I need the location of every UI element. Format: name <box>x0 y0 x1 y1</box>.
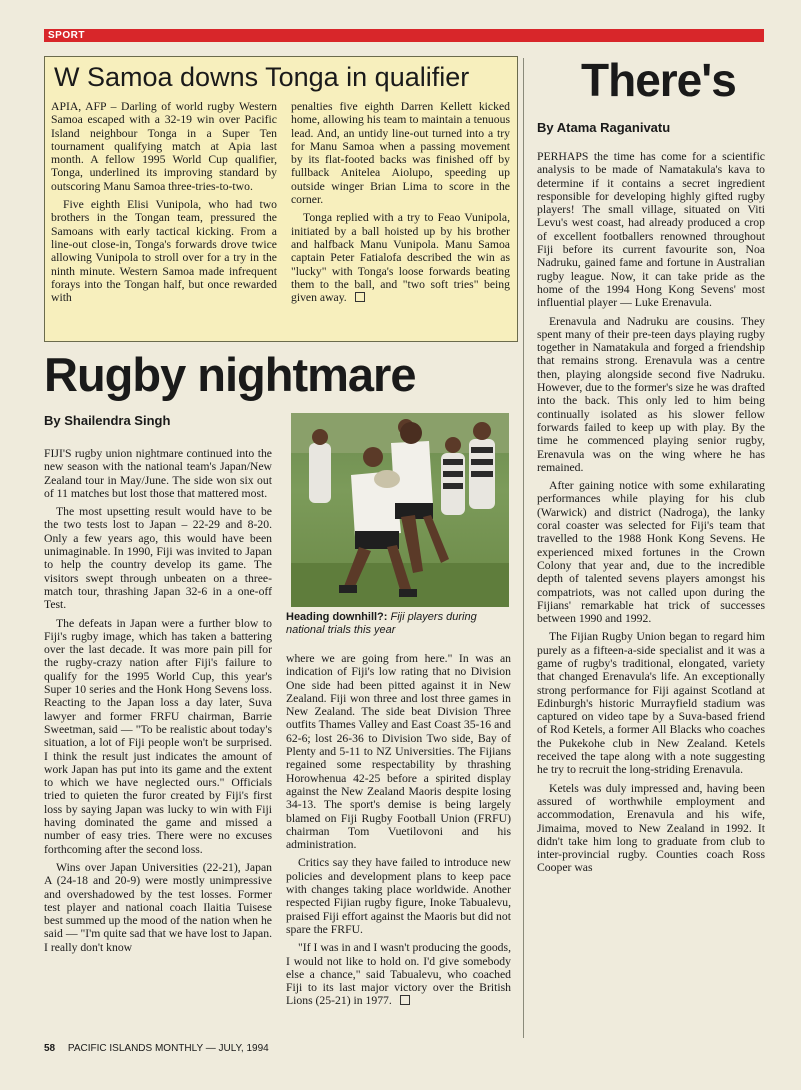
samoa-column-2 <box>291 100 510 309</box>
rugby-col1-para: The most upsetting result would have to be the two tests lost to Japan – 22-29 and 8-20. Only a few years ago, this would have been unimaginable. In 1990, Fiji was invited to Japan to help the country develop its game. The visitors swept through unbeaten on a three-match tour, thrashing Japan 32-6 in a one-off Test. <box>44 505 272 612</box>
rugby-col1-para: FIJI'S rugby union nightmare continued into the new season with the national team's Japan/New Zealand tour in May/June. The side won six out of 11 matches but lost those that mattered most. <box>44 447 272 500</box>
theres-para: Ketels was duly impressed and, having been assured of worthwhile employment and accommodation, Erenavula and his wife, Jimaima, moved to New Zealand in 1992. It didn't take him long to graduate from club to inter-provincial rugby. Counties coach Ross Cooper was <box>537 781 765 875</box>
theres-byline: By Atama Raganivatu <box>537 120 671 135</box>
page-footer <box>44 1043 269 1055</box>
samoa-col2-para: Tonga replied with a try to Feao Vunipola, initiated by a ball hoisted up by his brother and halfback Manu Vunipola. Manu Samoa captain Peter Fatialofa described the win as "lucky" with Tonga's loose forwards beating them to the ball, and "two soft tries" being given away. <box>291 211 510 305</box>
rugby-col1-para: The defeats in Japan were a further blow to Fiji's rugby image, which has taken a battering over the last decade. It was more pain pill for the rugby-crazy nation after Fiji's failure to qualify for the 1995 World Cup, this year's Super 10 series and the Honk Hong Sevens loss. Reacting to the Japan loss a day later, Suva lawyer and former FRFU chairman, Barrie Sweetman, said — "To be realistic about today's situation, a lot of Fiji people won't be surprised. I think the result just indicates the amount of work Japan has put into its game and the extent to which we have neglected ours." Officials tried to quieten the furor created by Fiji's first loss by saying Japan was lucky to win with Fiji having dominated the game and missed a number of easy tries. There were no excuses forthcoming after the second loss. <box>44 616 272 856</box>
rugby-photo <box>291 413 509 607</box>
theres-para: PERHAPS the time has come for a scientific analysis to be made of Namatakula's kava to determine if it contains a secret ingredient responsible for developing highly gifted rugby players! The small village, situated on Viti Levu's west coast, had already produced a crop of excellent footballers renowned throughout Fiji before its current favourite son, Noa Nadruku, gained fame and fortune in Australian rugby league. Now, it can take pride as the home of the 1994 Hong Kong Sevens' most influential player — Luke Erenavula. <box>537 150 765 310</box>
theres-headline: There's <box>581 54 736 106</box>
theres-para: After gaining notice with some exhilarating performances while playing for his club (Warwick) and district (Nadroga), the lanky coral coaster was selected for Fiji's team that travelled to the 1988 Honk Kong Sevens. He experienced mixed fortunes in the Crown Colony that year and, due to the incredible depth of talented sevens players amongst his compatriots, was not called upon during the Fijians' remarkable hat trick of successes between 1990 and 1992. <box>537 479 765 626</box>
samoa-headline: W Samoa downs Tonga in qualifier <box>54 62 470 92</box>
rugby-byline: By Shailendra Singh <box>44 413 171 428</box>
theres-column <box>537 150 765 880</box>
rugby-col2-para: Critics say they have failed to introduce new policies and development plans to keep pace with changes taking place worldwide. Another respected Fijian rugby figure, Inoke Tabualevu, praised Fiji effort against the Maoris but did not spare the FRFU. <box>286 856 511 936</box>
samoa-col1-para: Five eighth Elisi Vunipola, who had two brothers in the Tongan team, pressured the Samoans with early tactical kicking. From a line-out close-in, Tonga's forwards drove twice allowing Vunipola to stroll over for a try in the ninth minute. Western Samoa made infrequent forays into the Tongan half, but once rewarded with <box>51 198 277 305</box>
column-divider <box>523 58 524 1038</box>
publication-line: PACIFIC ISLANDS MONTHLY — JULY, 1994 <box>67 1043 269 1054</box>
samoa-col1-para: APIA, AFP – Darling of world rugby Western Samoa escaped with a 32-19 win over Pacific Island neighbour Tonga in a Super Ten tournament qualifying match at Apia last month. A fellow 1995 World Cup qualifier, Tonga, underlined its improving standard by outscoring Manu Samoa three-tries-to-two. <box>51 100 277 193</box>
caption-lead: Heading downhill?: <box>286 611 388 623</box>
caption-text: Fiji players during national trials this year <box>286 611 477 636</box>
photo-caption <box>286 611 514 637</box>
rugby-col2-para: where we are going from here." In was an indication of Fiji's low rating that no Division One side had been pitted against it in New Zealand. Fiji won three and lost three games in New Zealand. The side beat Division Three outfits Thames Valley and East Coast 35-16 and 62-6; lost 26-36 to Division Two side, Bay of Plenty and 5-11 to NZ Universities. The Fijians regained some respectability by thrashing Horowhenua 42-25 before a spirited display against the New Zealand Maoris despite losing 34-13. The sport's demise is being largely blamed on Fiji Rugby Football Union (FRFU) chairman Tom Vuetilovoni and his administration. <box>286 652 511 852</box>
rugby-column-2 <box>286 652 511 1013</box>
end-mark-icon <box>400 995 410 1005</box>
section-bar <box>44 29 764 42</box>
rugby-headline: Rugby nightmare <box>44 348 416 401</box>
rugby-column-1 <box>44 447 272 959</box>
end-mark-icon <box>355 292 365 302</box>
page-number: 58 <box>44 1043 56 1054</box>
section-tag: SPORT <box>48 30 85 41</box>
rugby-players-illustration <box>291 413 509 607</box>
samoa-col2-para: penalties five eighth Darren Kellett kicked home, allowing his team to maintain a tenuous lead. And, an untidy line-out turned into a try for Manu Samoa when a passing movement by its flat-footed backs was finished off by fullback Anitelea Aiolupo, speeding up outside winger Brian Lima to score in the corner. <box>291 100 510 207</box>
samoa-column-1 <box>51 100 277 309</box>
theres-para: Erenavula and Nadruku are cousins. They spent many of their pre-teen days playing rugby together in Namatakula and forged a friendship that remains strong. Erenavula was a centre then, playing alongside second five Nadruku. However, due to the former's size he was drafted into the back. This only led to him being continually isolated as his slower fellow forwards failed to keep up with play. By the time he commenced playing senior rugby, Erenavula was on the wing where he has remained. <box>537 314 765 474</box>
rugby-col2-para: "If I was in and I wasn't producing the goods, I would not like to hold on. I'd give somebody else a chance," said Tabualevu, who coached Fiji to its last major victory over the British Lions (25-21) in 1977. <box>286 941 511 1008</box>
rugby-col1-para: Wins over Japan Universities (22-21), Japan A (24-18 and 20-9) were mostly unimpressive and overshadowed by the test losses. Former test player and national coach Ilaitia Tuisese best summed up the mood of the nation when he said — "I'm quite sad that we have lost to Japan. I really don't know <box>44 860 272 954</box>
theres-para: The Fijian Rugby Union began to regard him purely as a fifteen-a-side specialist and it was a game of rugby's traditional, elongated, variety that changed Erenavula's life. An exceptionally strong performance for Fiji against Scotland at Edinburgh's historic Murrayfield stadium was captured on video tape by a Suva-based friend of Rod Ketels, a former All Blacks who coaches the Pukekohe club in New Zealand. Ketels received the tape along with a note suggesting he try to recruit the long-striding Erenavula. <box>537 630 765 777</box>
